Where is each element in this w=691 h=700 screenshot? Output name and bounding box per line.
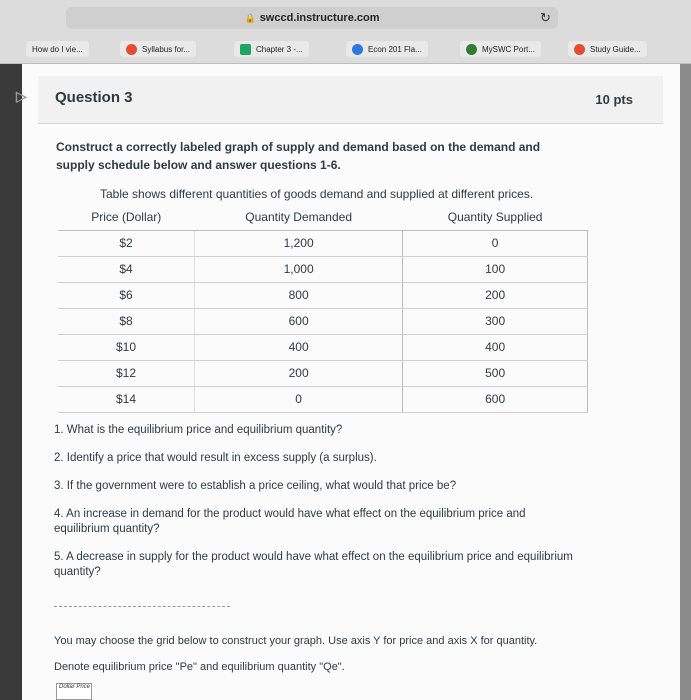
col-header-supplied: Quantity Supplied — [403, 204, 588, 230]
table-row — [58, 308, 588, 334]
cell-price: $2 — [58, 230, 195, 256]
left-rail — [0, 64, 22, 700]
graph-grid — [56, 683, 92, 700]
table-row — [58, 386, 588, 412]
search-icon — [352, 44, 363, 55]
cell-supplied: 300 — [403, 308, 588, 334]
cell-demanded: 1,000 — [195, 256, 403, 282]
drive-icon — [240, 44, 251, 55]
sub-question-2: 2. Identify a price that would result in excess supply (a surplus). — [54, 452, 377, 464]
bookmark-how-do-i-view[interactable]: How do I vie... — [26, 41, 89, 57]
table-row — [58, 256, 588, 282]
col-header-demanded: Quantity Demanded — [195, 204, 403, 230]
portal-icon — [466, 44, 477, 55]
instruction-line-2: Denote equilibrium price "Pe" and equilibrium quantity "Qe". — [54, 661, 345, 673]
url-text: swccd.instructure.com — [259, 12, 380, 24]
sub-questions — [54, 423, 574, 593]
bookmark-econ-201[interactable]: Econ 201 Fla... — [346, 41, 428, 57]
flag-question-icon[interactable]: ▷ — [16, 88, 27, 104]
question-header — [38, 76, 663, 124]
canvas-icon — [126, 44, 137, 55]
cell-demanded: 1,200 — [195, 230, 403, 256]
cell-supplied: 500 — [403, 360, 588, 386]
cell-price: $6 — [58, 282, 195, 308]
address-bar[interactable] — [66, 7, 558, 29]
cell-demanded: 400 — [195, 334, 403, 360]
sub-question-4: 4. An increase in demand for the product would have what effect on the equilibrium price and equilibrium quantity? — [54, 508, 526, 535]
cell-price: $10 — [58, 334, 195, 360]
bookmark-chapter-3[interactable]: Chapter 3 -... — [234, 41, 309, 57]
cell-price: $12 — [58, 360, 195, 386]
sub-question-5: 5. A decrease in supply for the product would have what effect on the equilibrium price and equilibrium quantity? — [54, 551, 573, 578]
table-row — [58, 282, 588, 308]
cell-demanded: 800 — [195, 282, 403, 308]
schedule-table — [58, 204, 588, 413]
cell-demanded: 200 — [195, 360, 403, 386]
table-row — [58, 230, 588, 256]
cell-demanded: 600 — [195, 308, 403, 334]
question-title: Question 3 — [55, 89, 133, 106]
cell-price: $14 — [58, 386, 195, 412]
instruction-line-1: You may choose the grid below to construct your graph. Use axis Y for price and axis X for quantity. — [54, 635, 538, 647]
bookmark-myswc-portal[interactable]: MySWC Port... — [460, 41, 541, 57]
cell-supplied: 100 — [403, 256, 588, 282]
table-row — [58, 334, 588, 360]
bookmark-study-guide[interactable]: Study Guide... — [568, 41, 647, 57]
reload-icon[interactable]: ↻ — [540, 10, 551, 25]
browser-chrome — [0, 0, 691, 64]
question-intro: Construct a correctly labeled graph of supply and demand based on the demand and supply schedule below and answer questions 1-6. — [56, 140, 541, 172]
cell-demanded: 0 — [195, 386, 403, 412]
grid-axis-label: Dollar Price — [59, 684, 91, 690]
cell-supplied: 200 — [403, 282, 588, 308]
question-points: 10 pts — [595, 92, 633, 107]
scrollbar[interactable] — [680, 64, 691, 700]
table-caption: Table shows different quantities of goods demand and supplied at different prices. — [100, 187, 534, 201]
cell-price: $8 — [58, 308, 195, 334]
cell-supplied: 0 — [403, 230, 588, 256]
col-header-price: Price (Dollar) — [58, 204, 195, 230]
cell-supplied: 400 — [403, 334, 588, 360]
table-row — [58, 360, 588, 386]
lock-icon: 🔒 — [244, 12, 256, 23]
graph-instructions — [54, 628, 614, 680]
canvas-icon — [574, 44, 585, 55]
bookmark-syllabus[interactable]: Syllabus for... — [120, 41, 196, 57]
cell-supplied: 600 — [403, 386, 588, 412]
divider — [54, 606, 230, 607]
cell-price: $4 — [58, 256, 195, 282]
sub-question-1: 1. What is the equilibrium price and equilibrium quantity? — [54, 424, 343, 436]
sub-question-3: 3. If the government were to establish a price ceiling, what would that price be? — [54, 480, 457, 492]
